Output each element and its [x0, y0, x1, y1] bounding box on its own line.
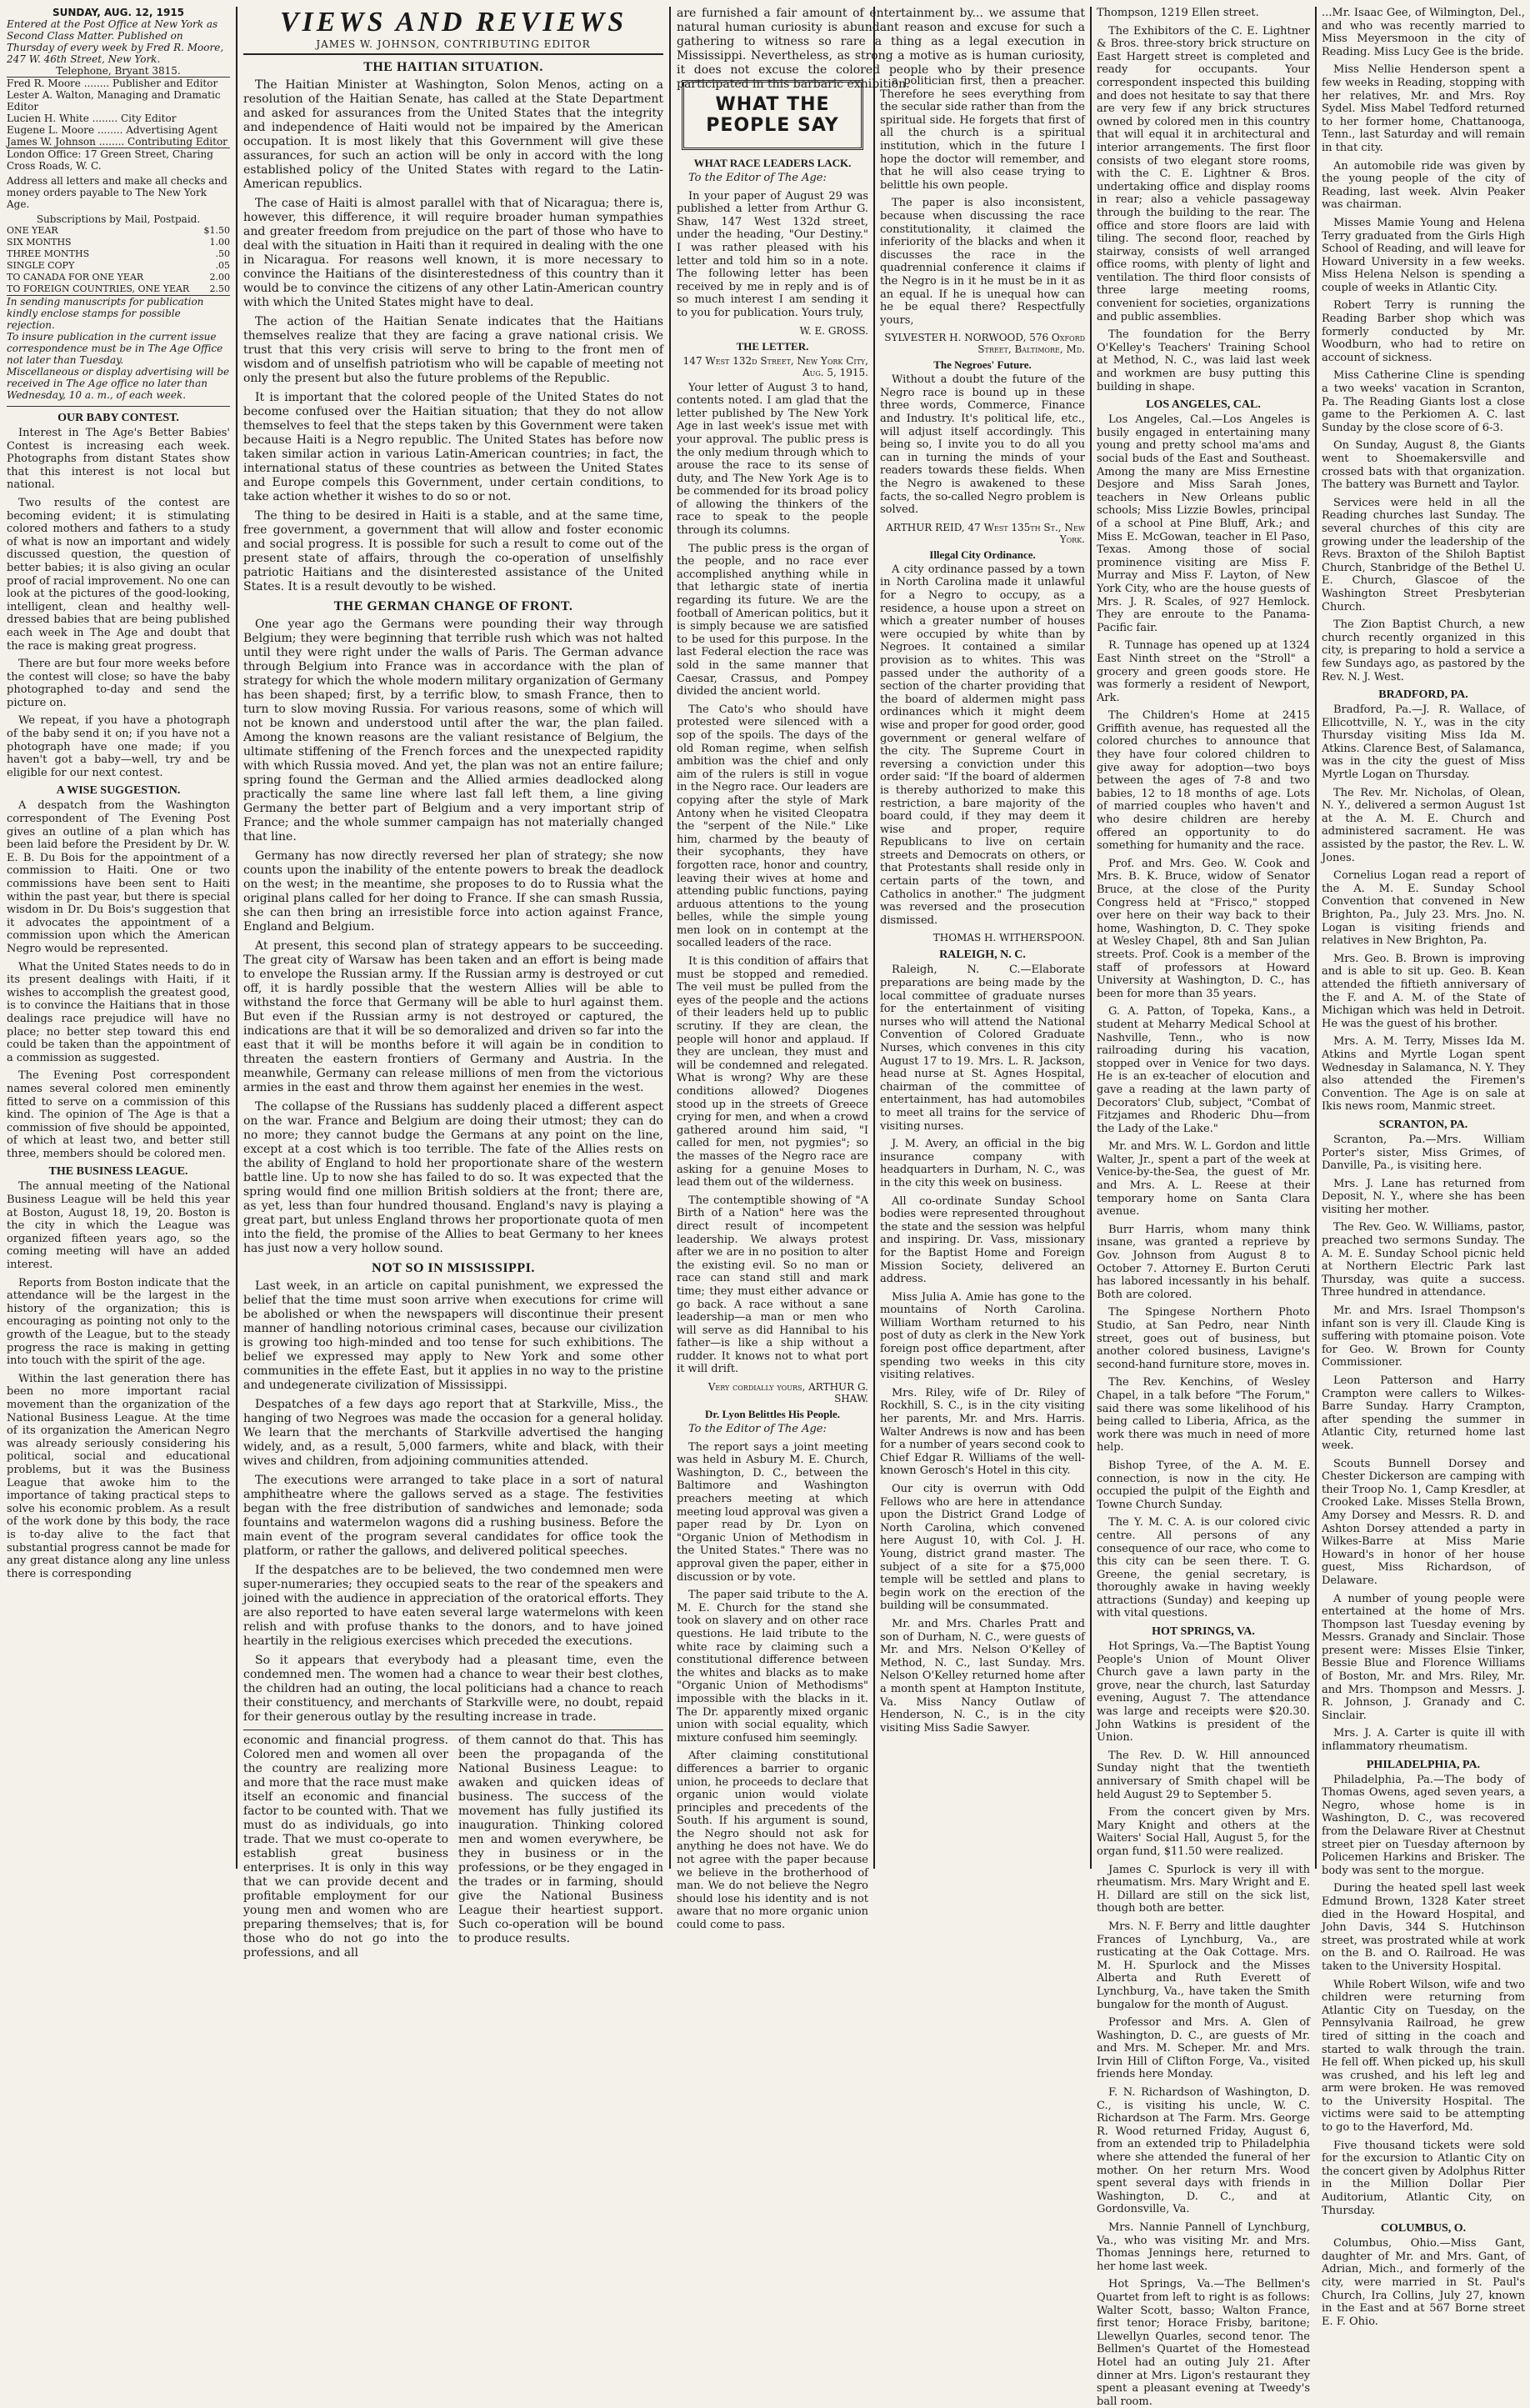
paragraph: The Zion Baptist Church, a new church recently organized in this city, is preparing to hold a service a few Sundays ago, as pastored by the Rev. N. J. West.	[1322, 618, 1525, 683]
paragraph: Prof. and Mrs. Geo. W. Cook and Mrs. B. K. Bruce, widow of Senator Bruce, at the close of the Purity Congress held at "Frisco," stopped over here on their way back to their home, Washington, D. C. They spoke at Wesley Chapel, 8th and San Julian streets. Prof. Cook is a member of the staff of professors at Howard University at Washington, D. C., has been for more than 35 years.	[1097, 857, 1310, 1000]
los-angeles-heading: LOS ANGELES, CAL.	[1146, 398, 1261, 412]
raleigh-heading: RALEIGH, N. C.	[939, 949, 1026, 962]
paragraph: Five thousand tickets were sold for the excursion to Atlantic City on the concert given by Adolphus Ritter in the Million Dollar Pier Auditorium, Atlantic City, on Thursday.	[1322, 2139, 1525, 2217]
people-say-title: WHAT THE PEOPLE SAY	[682, 80, 863, 150]
mississippi-heading: NOT SO IN MISSISSIPPI.	[372, 1261, 535, 1275]
paragraph: Mr. and Mrs. Israel Thompson's infant son is very ill. Claude King is suffering with ptomaine poison. Vote for Geo. W. Brown for County Commissioner.	[1322, 1304, 1525, 1369]
paragraph: Burr Harris, whom many think insane, was granted a reprieve by Gov. Johnson from August 8 to October 7. Attorney E. Burton Ceruti has labored incessantly in his behalf. Both are colored.	[1097, 1223, 1310, 1301]
paragraph: Germany has now directly reversed her plan of strategy; she now counts upon the inability of the entente powers to break the deadlock on the west; in the meantime, she proposes to do to Russia what the original plans called for her doing to France. If she can smash Russia, she can then bring an irresistible force into action against France, England and Belgium.	[243, 849, 663, 934]
views-and-reviews-column	[243, 7, 663, 1960]
hot-springs-heading: HOT SPRINGS, VA.	[1152, 1625, 1255, 1639]
paragraph: In your paper of August 29 was published a letter from Arthur G. Shaw, 147 West 132d street, under the heading, "Our Destiny." I was rather pleased with his letter and told him so in a note. The following letter has been received by me in reply and is of so much interest I am sending it to you for publication. Yours truly,	[677, 189, 868, 319]
paragraph: Miss Nellie Henderson spent a few weeks in Reading, stopping with her relatives, Mr. and Mrs. Roy Sydel. Miss Mabel Tedford returned to her former home, Chattanooga, Tenn., last Saturday and will remain in that city.	[1322, 63, 1525, 154]
signature: Very cordially yours, ARTHUR G. SHAW.	[708, 1381, 868, 1405]
paragraph: are furnished a fair amount of entertainment by... we assume that natural human curiosity is abundant reason and excuse for such a gathering to witness so rare a thing as a legal execution in Mississippi. Nevertheless, as strong a motive as is human curiosity, it does not excuse the colored people who by their presence participated in this barbaric exhibition.	[677, 7, 1085, 91]
paragraph: The Children's Home at 2415 Griffith avenue, has requested all the colored churches to announce that they have four colored children to give away for adoption—two boys between the ages of 7-8 and two babies, 12 to 18 months of age. Lots of married couples who haven't and who desire children are hereby offered an opportunity to do something for humanity and the race.	[1097, 709, 1310, 853]
rate-row: THREE MONTHS .50	[7, 248, 230, 259]
haitian-heading: THE HAITIAN SITUATION.	[363, 60, 543, 74]
paragraph: Leon Patterson and Harry Crampton were callers to Wilkes-Barre Sunday. Harry Crampton, after spending the summer in Atlantic City, returned home last week.	[1322, 1374, 1525, 1452]
wise-suggestion-heading: A WISE SUGGESTION.	[56, 784, 181, 798]
paragraph: Services were held in all the Reading churches last Sunday. The several churches of this city are growing under the leadership of the Revs. Braxton of the Shiloh Baptist Church, Stanbridge of the Bethel U. E. Church, Glascoe of the Washington Street Presbyterian Church.	[1322, 496, 1525, 613]
paragraph: During the heated spell last week Edmund Brown, 1328 Kater street died in the Howard Hospital, and John Davis, 344 S. Hutchinson street, was prostrated while at work on the B. and O. Railroad. He was taken to the University Hospital.	[1322, 1882, 1525, 1973]
editorial-column	[7, 7, 230, 1869]
paragraph: The action of the Haitian Senate indicates that the Haitians themselves realize that they are facing a grave national crisis. We trust that this very crisis will serve to bring to the front men of wisdom and of unselfish patriotism who will be capable of meeting not only the present but also the future problems of the Republic.	[243, 315, 663, 385]
paragraph: Raleigh, N. C.—Elaborate preparations are being made by the local committee of graduate nurses for the entertainment of visiting nurses who will attend the National Convention of Colored Graduate Nurses, which convenes in this city August 17 to 19. Mrs. L. R. Jackson, head nurse at St. Agnes Hospital, chairman of the committee of entertainment, has had automobiles to meet all trains for the service of visiting nurses.	[880, 964, 1085, 1133]
section-title: VIEWS AND REVIEWS	[279, 7, 628, 38]
paragraph: ...Mr. Isaac Gee, of Wilmington, Del., and who was recently married to Miss Meyersmoon in the city of Reading. Miss Lucy Gee is the bride.	[1322, 7, 1525, 58]
paragraph: An automobile ride was given by the young people of the city of Reading, last week. Alvin Peaker was chairman.	[1322, 159, 1525, 212]
paragraph: Philadelphia, Pa.—The body of Thomas Owens, aged seven years, a Negro, whose home is in Washington, D. C., was recovered from the Delaware River at Chestnut street pier on Tuesday afternoon by Policemen Harkins and Brisker. The body was sent to the morgue.	[1322, 1773, 1525, 1877]
address-note: Address all letters and make all checks and money orders payable to The New York Age.	[7, 175, 228, 210]
paragraph: Mrs. J. Lane has returned from Deposit, N. Y., where she has been visiting her mother.	[1322, 1177, 1525, 1216]
paragraph: The collapse of the Russians has suddenly placed a different aspect on the war. France and Belgium are doing their utmost; they can do no more; they cannot budge the Germans at any point on the line, except at a cost which is too terrible. The fate of the Allies rests on the ability of England to hold her proportionate share of the western battle line. Up to now she has failed to do so. It was expected that the spring would find one million British soldiers at the front; there are, as yet, less than four hundred thousand. England's navy is playing a great part, but unless England throws her proportionate quota of men into the field, the promise of the Allies to beat Germany to her knees has just now a very hollow sound.	[243, 1100, 663, 1255]
paragraph: Misses Mamie Young and Helena Terry graduated from the Girls High School of Reading, and will leave for Howard University in a few weeks. Miss Helena Nelson is spending a couple of weeks in Atlantic City.	[1322, 216, 1525, 294]
letter-heading: Illegal City Ordinance.	[929, 548, 1036, 561]
paragraph: The Exhibitors of the C. E. Lightner & Bros. three-story brick structure on East Hargett street is completed and ready for occupants. Your correspondent inspected this building and does not hesitate to say that there are very few if any brick structures owned by colored men in this country that will equal it in architectural and interior arrangements. The first floor consists of two elegant store rooms, with the C. E. Lightner & Bros. undertaking office and display rooms in rear; also a vehicle passageway through the building to the rear. The office and store floors are laid with tiling. The second floor, reached by stairway, consists of well arranged office rooms, with plenty of light and ventilation. The third floor consists of three large meeting rooms, convenient for societies, organizations and public assemblies.	[1097, 24, 1310, 323]
paragraph: Hot Springs, Va.—The Bellmen's Quartet from left to right is as follows: Walter Scott, basso; Walton France, first tenor; Horace Frisby, baritone; Llewellyn Quarles, second tenor. The Bellmen's Quartet of the Homestead Hotel had an outing July 21. After dinner at Mrs. Ligon's restaurant they spent a pleasant evening at Tweedy's ball room.	[1097, 2278, 1310, 2408]
paragraph: On Sunday, August 8, the Giants went to Shoemakersville and crossed bats with that organization. The battery was Burnett and Taylor.	[1322, 439, 1525, 492]
paragraph: Despatches of a few days ago report that at Starkville, Miss., the hanging of two Negroes was made the occasion for a general holiday. We learn that the merchants of Starkville advertised the hanging widely, and, as a result, 5,000 farmers, white and black, with their wives and children, from adjoining communities attended.	[243, 1398, 663, 1468]
paragraph: Columbus, Ohio.—Miss Gant, daughter of Mr. and Mrs. Gant, of Adrian, Mich., and formerly of the city, were married in St. Paul's Church, Ira Collins, July 27, known in the East and at 567 Borne street E. F. Ohio.	[1322, 2237, 1525, 2328]
letter-heading: Dr. Lyon Belittles His People.	[704, 1408, 841, 1421]
signature: W. E. GROSS.	[799, 324, 868, 337]
paragraph: Mr. and Mrs. W. L. Gordon and little Walter, Jr., spent a part of the week at Venice-by-the-Sea, the guest of Mr. and Mrs. A. L. Reese at their temporary home on Santa Clara avenue.	[1097, 1140, 1310, 1219]
paragraph: The Rev. D. W. Hill announced Sunday night that the twentieth anniversary of Smith chapel will be held August 29 to September 5.	[1097, 1749, 1310, 1801]
pennsylvania-column	[1322, 7, 1525, 2328]
salutation: To the Editor of The Age:	[688, 172, 827, 184]
signature: ARTHUR REID, 47 West 135th St., New York.	[886, 521, 1085, 545]
paragraph: The annual meeting of the National Business League will be held this year at Boston, August 18, 19, 20. Boston is the city in which the League was organized fifteen years ago, so the coming meeting will have an added interest.	[7, 1180, 230, 1272]
paragraph: If the despatches are to be believed, the two condemned men were super-numeraries; they occupied seats to the rear of the speakers and joined with the audience in appreciation of the oratorical efforts. They are also reported to have eaten several large watermelons with keen relish and with profuse thanks to the donors, and to have joined heartily in the religious exercises which preceded the executions.	[243, 1564, 663, 1648]
letter-address: 147 West 132d Street, New York City, Aug. 5, 1915.	[682, 354, 868, 378]
baby-contest-heading: OUR BABY CONTEST.	[58, 412, 179, 424]
letter-heading: THE LETTER.	[736, 339, 809, 353]
paragraph: Mrs. Riley, wife of Dr. Riley of Rockhill, S. C., is in the city visiting her parents, Mr. and Mrs. Harris. Walter Andrews is now and has been for a number of years second cook to Chief Edgar R. Williams of the well-known Gerosch's Hotel in this city.	[880, 1386, 1085, 1478]
paragraph: Hot Springs, Va.—The Baptist Young People's Union of Mount Oliver Church gave a lawn party in the grove, near the church, last Saturday evening, August 7. The attendance was large and receipts were $20.30. John Watkins is president of the Union.	[1097, 1640, 1310, 1745]
rate-row: ONE YEAR $1.50	[7, 225, 230, 236]
scranton-heading: SCRANTON, PA.	[1378, 1118, 1468, 1131]
paragraph: It is important that the colored people of the United States do not become confused over the Haitian situation; that they do not allow themselves to feel that the steps taken by this Government were taken because Haiti is a Negro republic. The United States has before now taken similar action in various Latin-American countries; in fact, the international status of these countries as between the United States and Europe compels this Government, under certain conditions, to take action whether it wishes to do so or not.	[243, 391, 663, 503]
paragraph: Miss Julia A. Amie has gone to the mountains of North Carolina. William Wortham returned to his post of duty as clerk in the New York foreign post office department, after spending two weeks in this city visiting relatives.	[880, 1290, 1085, 1382]
paragraph: Mrs. A. M. Terry, Misses Ida M. Atkins and Myrtle Logan spent Wednesday in Salamanca, N. Y. They also attended the Firemen's Convention. The Age is on sale at Ikis news room, Manmic street.	[1322, 1035, 1525, 1114]
staff-line: Lucien H. White ........ City Editor	[7, 113, 177, 124]
paragraph: economic and financial progress. Colored men and women all over the country are realizing more and more that the race must make itself an economic and financial factor to be counted with. That we must do as individuals, go into trade. That we must co-operate to establish great business enterprises. It is only in this way that we can provide decent and profitable employment for our young men and women who are preparing themselves; that is, for those who do not go into the professions, and all	[243, 1734, 448, 1960]
paragraph: Last week, in an article on capital punishment, we expressed the belief that the time must soon arrive when executions for crime will be abolished or when the newspapers will discontinue their present manner of handling notorious criminal cases, because our civilization is growing too high-minded and too tense for such exhibitions. The belief we expressed may apply to New York and some other communities in the effete East, but it applies in no way to the pristine and undegenerate civilization of Mississippi.	[243, 1279, 663, 1392]
columbus-heading: COLUMBUS, O.	[1380, 2222, 1467, 2235]
paragraph: The executions were arranged to take place in a sort of natural amphitheatre where the gallows served as a stage. The festivities began with the free distribution of sandwiches and lemonade; soda fountains and watermelon wagons did a rushing business. Before the main event of the program several candidates for office took the platform, or rather the gallows, and delivered political speeches.	[243, 1474, 663, 1558]
business-league-heading: THE BUSINESS LEAGUE.	[48, 1165, 188, 1179]
telephone: Telephone, Bryant 3815.	[56, 65, 181, 77]
paragraph: The paper said tribute to the A. M. E. Church for the stand she took on slavery and on other race questions. He laid tribute to the white race by claiming such a constitutional difference between the whites and blacks as to make "Organic Union of Methodisms" impossible with the blacks in it. The Dr. apparently mixed organic union with social equality, which mixture confused him seemingly.	[677, 1589, 868, 1745]
paragraph: From the concert given by Mrs. Mary Knight and others at the Waiters' Social Hall, August 5, for the organ fund, $11.50 were realized.	[1097, 1806, 1310, 1858]
paragraph: Within the last generation there has been no more important racial movement than the organization of the National Business League. At the time of its organization the American Negro was already seriously considering his political, social and educational problems, but it was the Business League that awoke him to the importance of taking practical steps to solve his economic problem. As a result of the work done by this body, the race is to-day alive to the fact that substantial progress cannot be made for any great distance along any line unless there is corresponding	[7, 1372, 230, 1580]
staff-line: Eugene L. Moore ........ Advertising Agent	[7, 124, 218, 136]
paragraph: Mrs. Geo. B. Brown is improving and is able to sit up. Geo. B. Kean attended the fiftieth anniversary of the F. and A. M. of the State of Michigan which was held in Detroit. He was the guest of his brother.	[1322, 952, 1525, 1030]
column-rule	[1315, 7, 1317, 1869]
paragraph: The thing to be desired in Haiti is a stable, and at the same time, free government, a government that will allow and foster economic and social progress. It is possible for such a result to come out of the present state of affairs, through the co-operation of unselfishly patriotic Haitians and the disinterested assistance of the United States. It is a result devoutly to be wished.	[243, 509, 663, 593]
paragraph: The foundation for the Berry O'Kelley's Teachers' Training School at Method, N. C., was laid last week and workmen are busy putting this building in shape.	[1097, 328, 1310, 393]
paragraph: The public press is the organ of the people, and no race ever accomplished anything while in that lethargic state of inertia regarding its future. We are the football of American politics, but it is simply because we are satisfied to be used for this purpose. In the last Federal election the race was sold in the same manner that Caesar, Crassus, and Pompey divided the ancient world.	[677, 542, 868, 698]
paragraph: Bishop Tyree, of the A. M. E. connection, is now in the city. He occupied the pulpit of the Eighth and Towne Church Sunday.	[1097, 1459, 1310, 1511]
philadelphia-heading: PHILADELPHIA, PA.	[1366, 1758, 1481, 1771]
column-rule	[669, 7, 671, 1869]
paragraph: Scranton, Pa.—Mrs. William Porter's sister, Miss Grimes, of Danville, Pa., is visiting here.	[1322, 1133, 1525, 1173]
letter-heading: WHAT RACE LEADERS LACK.	[693, 157, 852, 169]
issue-date: SUNDAY, AUG. 12, 1915	[52, 7, 185, 18]
paragraph: The Rev. Mr. Nicholas, of Olean, N. Y., delivered a sermon August 1st at the A. M. E. Church and administered sacrament. He was assisted by the pastor, the Rev. L. W. Jones.	[1322, 786, 1525, 864]
paragraph: The contemptible showing of "A Birth of a Nation" here was the direct result of incompetent leadership. We always protest after we are in no position to alter the existing evil. So no man or race can stand still and mark time; they must either advance or go back. A race without a sane leadership—a man or men who will serve as did Hannibal to his father—is like a ship without a rudder. It knows not to what port it will drift.	[677, 1194, 868, 1376]
bradford-heading: BRADFORD, PA.	[1378, 688, 1468, 702]
subs-head: Subscriptions by Mail, Postpaid.	[36, 213, 201, 225]
paragraph: Without a doubt the future of the Negro race is bound up in these three words, Commerce, Finance and Industry. It's political life, etc., will adjust itself accordingly. This being so, I invite you to do all you can in turning the minds of your readers towards these fields. When the Negro is awakened to these facts, the so-called Negro problem is solved.	[880, 373, 1085, 517]
paragraph: Mr. and Mrs. Charles Pratt and son of Durham, N. C., were guests of Mr. and Mrs. Nelson O'Kelley of Method, N. C., last Sunday. Mrs. Nelson O'Kelley returned home after a month spent at Hampton Institute, Va. Miss Nancy Outlaw of Henderson, N. C., is in the city visiting Miss Sadie Sawyer.	[880, 1617, 1085, 1735]
manuscript-note: In sending manuscripts for publication kindly enclose stamps for possible rejection.	[7, 296, 204, 331]
paragraph: G. A. Patton, of Topeka, Kans., a student at Meharry Medical School at Nashville, Tenn., who is now railroading during his vacation, stopped over in Venice for two days. He is an ex-teacher of elocution and gave a reading at the lawn party of Decorators' Club, subject, "Combat of Fitzjames and Rhoderic Dhu—from the Lady of the Lake."	[1097, 1005, 1310, 1135]
paragraph: Thompson, 1219 Ellen street.	[1097, 7, 1259, 19]
paragraph: Mrs. Nannie Pannell of Lynchburg, Va., who was visiting Mr. and Mrs. Thomas Jennings here, returned to her home last week.	[1097, 2221, 1310, 2273]
paragraph: F. N. Richardson of Washington, D. C., is visiting his uncle, W. C. Richardson at The Farm. Mrs. George R. Wood returned Friday, August 6, from an extended trip to Philadelphia where she attended the funeral of her mother. On her return Mrs. Wood spent several days with friends in Washington, D. C., and at Gordonsville, Va.	[1097, 2086, 1310, 2216]
rate-row: SINGLE COPY .05	[7, 260, 230, 271]
bottom-split	[243, 1730, 663, 1965]
salutation: To the Editor of The Age:	[688, 1423, 827, 1436]
paragraph: Interest in The Age's Better Babies' Contest is increasing each week. Photographs from distant States show that this interest is not local but national.	[7, 427, 230, 492]
paragraph: The Rev. Geo. W. Williams, pastor, preached two sermons Sunday. The A. M. E. Sunday School picnic held at Northern Electric Park last Thursday, was quite a success. Three hundred in attendance.	[1322, 1221, 1525, 1299]
paragraph: The report says a joint meeting was held in Asbury M. E. Church, Washington, D. C., between the Baltimore and Washington preachers meeting at which meeting loud approval was given a paper read by Dr. Lyon on "Organic Union of Methodism in the United States." There was no approval given the paper, either in discussion or by vote.	[677, 1440, 869, 1584]
london-office: London Office: 17 Green Street, Charing Cross Roads, W. C.	[7, 148, 213, 172]
rate-row: TO CANADA FOR ONE YEAR 2.00	[7, 272, 230, 283]
paragraph: Professor and Mrs. A. Glen of Washington, D. C., are guests of Mr. and Mrs. M. Scheper. Mr. and Mrs. Irvin Hill of Clifton Forge, Va., visited friends here Monday.	[1097, 2016, 1310, 2081]
paragraph: The Spingese Northern Photo Studio, at San Pedro, near Ninth street, goes out of business, but another colored business, Lavigne's second-hand furniture store, moves in.	[1097, 1306, 1310, 1371]
towns-column	[1097, 7, 1310, 2408]
letter-heading: The Negroes' Future.	[933, 358, 1032, 372]
paragraph: J. M. Avery, an official in the big insurance company with headquarters in Durham, N. C., was in the city this week on business.	[880, 1138, 1085, 1189]
entry-notice: Entered at the Post Office at New York as Second Class Matter. Published on Thursday of every week by Fred R. Moore, 247 W. 46th Street, New York.	[7, 18, 224, 65]
letters-column	[880, 75, 1085, 1869]
paragraph: After claiming constitutional differences a barrier to organic union, he proceeds to declare that organic union would violate principles and precedents of the South. If his argument is sound, the Negro should not ask for anything he does not have. We do not agree with the paper because we believe in the brotherhood of man. We do not believe the Negro should lose his identity and is not aware that no more organic union could come to pass.	[677, 1750, 868, 1932]
mississippi-continuation	[677, 7, 1085, 91]
paragraph: Bradford, Pa.—J. R. Wallace, of Ellicottville, N. Y., was in the city Thursday visiting Miss Ida M. Atkins. Clarence Best, of Salamanca, was in the city the guest of Miss Myrtle Logan on Thursday.	[1322, 703, 1525, 782]
paragraph: Our city is overrun with Odd Fellows who are here in attendance upon the District Grand Lodge of North Carolina, which convened here August 10, with Col. J. H. Young, district grand master. The subject of a site for a $75,000 temple will be settled and plans to begin work on the erection of the building will be consummated.	[880, 1483, 1085, 1613]
paragraph: The Haitian Minister at Washington, Solon Menos, acting on a resolution of the Haitian Senate, has called at the State Department and asked for assurances from the United States that the integrity and independence of Haiti would not be impaired by the American occupation. It is most likely that this Government will give these assurances, for such an action will be only in accord with the long established policy of the United States with regard to the Latin-American republics.	[243, 78, 663, 191]
paragraph: Cornelius Logan read a report of the A. M. E. Sunday School Convention that convened in New Brighton, Pa., July 23. Mrs. Jno. N. Logan is visiting friends and relatives in New Brighton, Pa.	[1322, 869, 1525, 948]
paragraph: A number of young people were entertained at the home of Mrs. Thompson last Tuesday evening by Messrs. Granady and Sinclair. Those present were: Misses Elsie Tinker, Bessie Blue and Florence Williams of Boston, Mr. and Mrs. Riley, Mr. and Mrs. Thompson and Messrs. J. R. Johnson, J. Granady and C. Sinclair.	[1322, 1592, 1525, 1722]
paragraph: All co-ordinate Sunday School bodies were represented throughout the state and the session was helpful and inspiring. Dr. Vass, missionary for the Baptist Home and Foreign Mission Society, delivered an address.	[880, 1194, 1085, 1286]
rate-row: SIX MONTHS 1.00	[7, 237, 230, 248]
section-byline: JAMES W. JOHNSON, CONTRIBUTING EDITOR	[316, 38, 591, 50]
paragraph: So it appears that everybody had a pleasant time, even the condemned men. The women had a chance to wear their best clothes, the children had an outing, the local politicians had a chance to reach their constituency, and merchants of Starkville were, no doubt, repaid for their generous outlay by the resulting increase in trade.	[243, 1654, 663, 1724]
paragraph: Reports from Boston indicate that the attendance will be the largest in the history of the organization; this is encouraging as pointing not only to the growth of the League, but to the steady progress the race is making in getting into touch with the spirit of the age.	[7, 1276, 230, 1368]
paragraph: The Cato's who should have protested were silenced with a sop of the spoils. The days of the old Roman regime, when selfish ambition was the chief and only aim of the rulers is still in vogue in the Negro race. Our leaders are copying after the style of Mark Antony when he visited Cleopatra the "serpent of the Nile." Like him, charmed by the beauty of their sycophants, they have forgotten race, honor and country, leaving their wives at home and attending public functions, paying arduous attentions to the young belles, while the simple young men look on in contempt at the socalled leaders of the race.	[677, 703, 868, 950]
staff-line: James W. Johnson ........ Contributing Editor	[7, 136, 228, 148]
paragraph: R. Tunnage has opened up at 1324 East Ninth street on the "Stroll" a grocery and green goods store. He was formerly a resident of Newport, Ark.	[1097, 639, 1310, 704]
paragraph: The Rev. Kenchins, of Wesley Chapel, in a talk before "The Forum," said there was some likelihood of his being called to Liberia, Africa, as the work there was much in need of more help.	[1097, 1376, 1310, 1454]
paragraph: While Robert Wilson, wife and two children were returning from Atlantic City on Tuesday, on the Pennsylvania Railroad, he grew tired of sitting in the coach and started to walk through the train. He fell off. When picked up, his skull was crushed, and his left leg and arm were broken. He was removed to the University Hospital. The victims were said to be attempting to go to the Haverford, Md.	[1322, 1978, 1525, 2135]
paragraph: of them cannot do that. This has been the propaganda of the National Business League: to awaken and quicken ideas of business. The success of the movement has fully justified its inauguration. Thinking colored men and women everywhere, be they in business or in the professions, or be they engaged in the trades or in farming, should give the National Business League their heartiest support. Such co-operation will be bound to produce results.	[458, 1734, 663, 1945]
column-rule	[873, 7, 875, 1869]
paragraph: Your letter of August 3 to hand, contents noted. I am glad that the letter published by The New York Age in last week's issue met with your approval. The public press is the only medium through which to arouse the race to its sense of duty, and The New York Age is to be commended for its broad policy of allowing the thinkers of the race to speak to the people through its columns.	[677, 381, 868, 538]
paragraph: What the United States needs to do in its present dealings with Haiti, if it wishes to accomplish the greatest good, is to convince the Haitians that in those dealings race prejudice will have no place; no better step toward this end could be taken than the appointment of a commission as suggested.	[7, 960, 230, 1064]
paragraph: A despatch from the Washington correspondent of The Evening Post gives an outline of a plan which has been laid before the President by Dr. W. E. B. Du Bois for the appointment of a commission to Haiti. One or two commissions have been sent to Haiti within the past year, but there is special wisdom in Dr. Du Bois's suggestion that it advocates the appointment of a commission upon which the American Negro would be represented.	[7, 799, 230, 955]
views-masthead	[243, 7, 663, 55]
paragraph: A city ordinance passed by a town in North Carolina made it unlawful for a Negro to occupy, as a residence, a house upon a street on which a greater number of houses were occupied by white than by Negroes. It contained a similar provision as to whites. This was passed under the authority of a section of the charter providing that the board of aldermen might pass ordinances which it might deem wise and proper for good order, good government or general welfare of the city. The Supreme Court in reversing a conviction under this order said: "If the board of aldermen is thereby authorized to make this restriction, a bare majority of the board could, if they may deem it wise and proper, require Republicans to live on certain streets and Democrats on others, or that Protestants shall reside only in certain parts of the town, and Catholics in another." The judgment was reversed and the prosecution dismissed.	[880, 563, 1085, 927]
paragraph: James C. Spurlock is very ill with rheumatism. Mrs. Mary Wright and E. H. Dillard are still on the sick list, though both are better.	[1097, 1863, 1310, 1915]
paragraph: Mrs. N. F. Berry and little daughter Frances of Lynchburg, Va., are rusticating at the Oak Cottage. Mrs. M. H. Spurlock and the Misses Alberta and Ruth Everett of Lynchburg, Va., have taken the Smith bungalow for the month of August.	[1097, 1920, 1310, 2011]
people-say-column	[677, 75, 869, 1932]
signature: SYLVESTER H. NORWOOD, 576 Oxford Street, Baltimore, Md.	[884, 332, 1085, 356]
staff-line: Fred R. Moore ........ Publisher and Editor	[7, 78, 218, 89]
paragraph: The case of Haiti is almost parallel with that of Nicaragua; there is, however, this difference, it will require broader human sympathies and greater freedom from prejudice on the part of those who have to deal with the situation in Haiti than it required in dealing with the one in Nicaragua. For reasons well known, it is more necessary to convince the Haitians of the disinterestedness of this country than it would be to convince the citizens of any other Latin-American country with which the United States might have to deal.	[243, 197, 663, 309]
paragraph: a politician first, then a preacher. Therefore he sees everything from the secular side rather than from the spiritual side. He forgets that first of all the church is a spiritual institution, which in the future I hope the doctor will remember, and that he will also cease trying to belittle his own people.	[880, 75, 1085, 192]
paragraph: Mrs. J. A. Carter is quite ill with inflammatory rheumatism.	[1322, 1727, 1525, 1754]
paragraph: We repeat, if you have a photograph of the baby send it on; if you have not a photograph have one made; if you haven't got a baby—well, try and be eligible for our next contest.	[7, 714, 230, 779]
paragraph: The Y. M. C. A. is our colored civic centre. All persons of any consequence of our race, who come to this city can be seen there. T. G. Greene, the genial secretary, is thoroughly awake in having weekly attractions (Sunday) and keeping up with vital questions.	[1097, 1516, 1310, 1620]
paragraph: It is this condition of affairs that must be stopped and remedied. The veil must be pulled from the eyes of the people and the actions of their leaders held up to public scrutiny. If they are clean, the people will honor and applaud. If they are unclean, they must and will be condemned and relegated. What is wrong? Why are these conditions allowed? Diogenes stood up in the streets of Greece crying for men, and when a crowd gathered around him said, "I called for men, not pygmies"; so the masses of the Negro race are asking for a genuine Moses to lead them out of the wilderness.	[677, 955, 868, 1189]
paragraph: The paper is also inconsistent, because when discussing the race constitutionality, it claimed the inferiority of the blacks and when it discusses the race in the quadrennial conference it claims if the Negro is in it he must be in it as an equal. If he is unequal how can he be equal there? Respectfully yours,	[880, 197, 1085, 327]
paragraph: The Evening Post correspondent names several colored men eminently fitted to serve on a commission of this kind. The opinion of The Age is that a commission of five should be appointed, of which at least two, and better still three, members should be colored men.	[7, 1069, 230, 1160]
signature: THOMAS H. WITHERSPOON.	[932, 932, 1085, 944]
paragraph: Two results of the contest are becoming evident; it is stimulating colored mothers and fathers to a study of what is now an important and widely discussed question, the question of better babies; it is also giving an ocular proof of racial improvement. No one can look at the pictures of the good-looking, intelligent, clean and healthy well-dressed babies that are being published each week in The Age and doubt that the race is making great progress.	[7, 496, 230, 653]
rate-row: TO FOREIGN COUNTRIES, ONE YEAR 2.50	[7, 283, 230, 294]
column-rule	[1090, 7, 1092, 1869]
staff-line: Lester A. Walton, Managing and Dramatic Editor	[7, 89, 221, 113]
notice: Miscellaneous or display advertising will be received in The Age office no later than Wednesday, 10 a. m., of each week.	[7, 366, 230, 401]
publisher-info	[7, 7, 230, 401]
paragraph: Miss Catherine Cline is spending a two weeks' vacation in Scranton, Pa. The Reading Giants lost a close game to the Perkiomen A. C. last Sunday by the close score of 6-3.	[1322, 369, 1525, 434]
paragraph: Robert Terry is running the Reading Barber shop which was formerly conducted by Mr. Woodburn, who had to retire on account of sickness.	[1322, 299, 1525, 364]
paragraph: At present, this second plan of strategy appears to be succeeding. The great city of Warsaw has been taken and an effort is being made to envelope the Russian army. If the Russian army is destroyed or cut off, it is hardly possible that the western Allies will be able to withstand the force that Germany will be able to hurl against them. But even if the Russian army is not destroyed or captured, the indications are that it will be so demoralized and driven so far into the east that it will be months before it will again be in condition to threaten the eastern frontiers of Germany and Austria. In the meanwhile, Germany can release millions of men from the victorious armies in the east and throw them against her enemies in the west.	[243, 939, 663, 1094]
notice: To insure publication in the current issue correspondence must be in The Age Office not later than Tuesday.	[7, 331, 223, 366]
paragraph: There are but four more weeks before the contest will close; so have the baby photographed to-day and send the picture on.	[7, 658, 230, 709]
paragraph: Los Angeles, Cal.—Los Angeles is busily engaged in entertaining many young and pretty school ma'ams and social buds of the East and Southeast. Among the many are Miss Ernestine Desjore and Miss Sarah Jones, teachers in New Orleans public schools; Miss Lizzie Bowles, principal of a school at Pine Bluff, Ark.; and Miss E. McGowan, teacher in El Paso, Texas. Among those of social prominence visiting are Miss F. Murray and Miss F. Layton, of New York City, who are the house guests of Mrs. J. R. Scales, of 927 Hemlock. They are enroute to the Panama-Pacific fair.	[1097, 413, 1310, 634]
paragraph: Scouts Bunnell Dorsey and Chester Dickerson are camping with their Troop No. 1, Camp Kresdler, at Crooked Lake. Misses Stella Brown, Amy Dorsey and Messrs. R. D. and Ashton Dorsey attended a party in Wilkes-Barre at Miss Marie Howard's in honor of her house guest, Miss Richardson, of Delaware.	[1322, 1457, 1525, 1587]
german-heading: THE GERMAN CHANGE OF FRONT.	[333, 599, 573, 613]
paragraph: One year ago the Germans were pounding their way through Belgium; they were beginning that terrible rush which was not halted until they were right under the walls of Paris. The German advance through Belgium into France was in accordance with the plan of strategy for which the whole modern military organization of Germany has been shaped; first, by a terrific blow, to smash France, then to turn to slow moving Russia. For various reasons, some of which will not be known and understood until after the war, the plan failed. Among the known reasons are the valiant resistance of Belgium, the ultimate stiffening of the French forces and the unexpected rapidity with which Russia moved. And yet, the plan was not an entire failure; spring found the German and the Allied armies deadlocked along practically the same line where last fall left them, a line giving Germany the better part of Belgium and a very important strip of France; and the whole summer campaign has not materially changed that line.	[243, 618, 663, 844]
column-rule	[236, 7, 238, 1869]
